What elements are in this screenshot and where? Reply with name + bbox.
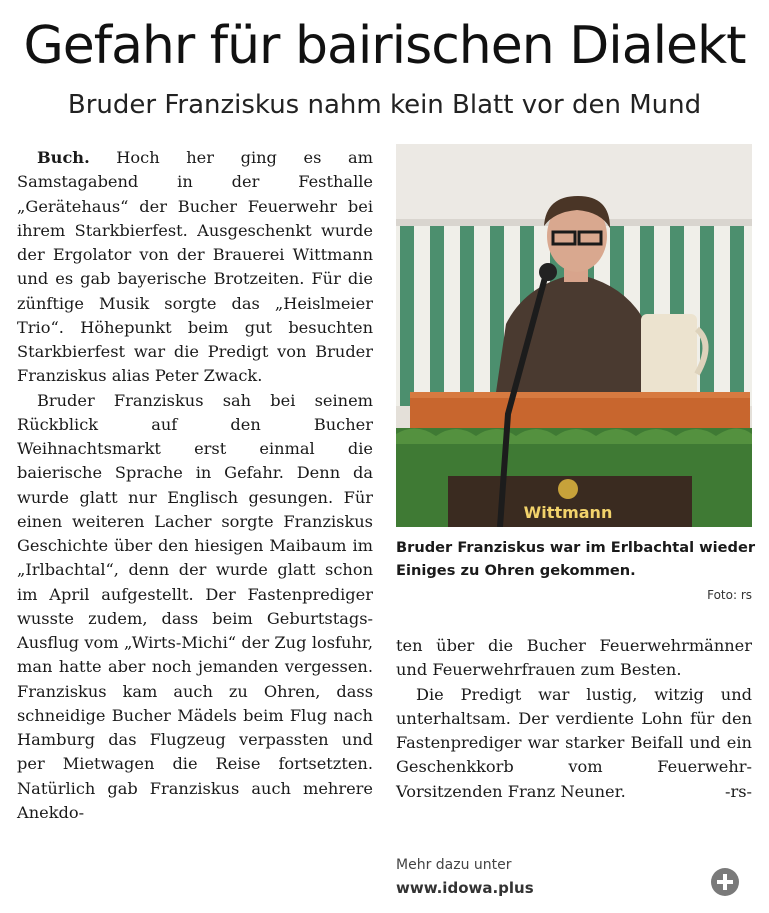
article-photo (396, 144, 752, 527)
paragraph-2-continued: ten über die Bucher Feuerwehrmänner und Feuerwehrfrauen zum Besten. (396, 636, 752, 680)
lead-text: Hoch her ging es am Samstagabend in der Festhalle „Gerätehaus“ der Bucher Feuerwehr bei ihrem Starkbierfest. Ausgeschenkt wurde der Ergolator von der Brauerei Wittmann und es gab bayerische Brotzeiten. Für die zünftige Musik sorgte das „Heislmeier Trio“. Höhepunkt beim gut besuchten Starkbierfest war die Predigt von Bruder Franziskus alias Peter Zwack. (17, 148, 373, 386)
paragraph-3 (396, 683, 752, 804)
photo-credit: Foto: rs (707, 588, 752, 602)
more-info-link[interactable]: www.idowa.plus (396, 879, 534, 897)
subheadline: Bruder Franziskus nahm kein Blatt vor den Mund (67, 90, 702, 120)
banner-brand-text: Wittmann (523, 503, 613, 522)
plus-circle-icon[interactable] (711, 868, 739, 896)
more-info-label: Mehr dazu unter (396, 857, 512, 873)
lead-paragraph (17, 146, 373, 389)
photo-caption: Bruder Franziskus war im Erlbachtal wieder Einiges zu Ohren gekommen. (396, 539, 756, 579)
author-signature: -rs- (725, 781, 752, 801)
article-column-left (17, 146, 373, 825)
article-column-right (396, 634, 752, 804)
photo-illustration (396, 144, 752, 527)
headline: Gefahr für bairischen Dialekt (23, 16, 746, 76)
paragraph-3-text: Die Predigt war lustig, witzig und unterhaltsam. Der verdiente Lohn für den Fastenprediger war starker Beifall und ein Geschenkkorb vom Feuerwehr-Vorsitzenden Franz Neuner. (396, 684, 752, 801)
paragraph-2: Bruder Franziskus sah bei seinem Rückblick auf den Bucher Weihnachtsmarkt erst einmal die baierische Sprache in Gefahr. Denn da wurde glatt nur Englisch gesungen. Für einen weiteren Lacher sorgte Franziskus Geschichte über den hiesigen Maibaum im „Irlbachtal“, denn der wurde glatt schon im April aufgestellt. Der Fastenprediger wusste zudem, dass beim Geburtstags-Ausflug vom „Wirts-Michi“ der Zug losfuhr, man hatte aber noch jemanden vergessen. Franziskus kam auch zu Ohren, dass schneidige Bucher Mädels beim Flug nach Hamburg das Flugzeug verpassten und per Mietwagen die Reise fortsetzten. Natürlich gab Franziskus auch mehrere Anekdo- (17, 390, 373, 822)
dateline: Buch. (37, 148, 90, 167)
